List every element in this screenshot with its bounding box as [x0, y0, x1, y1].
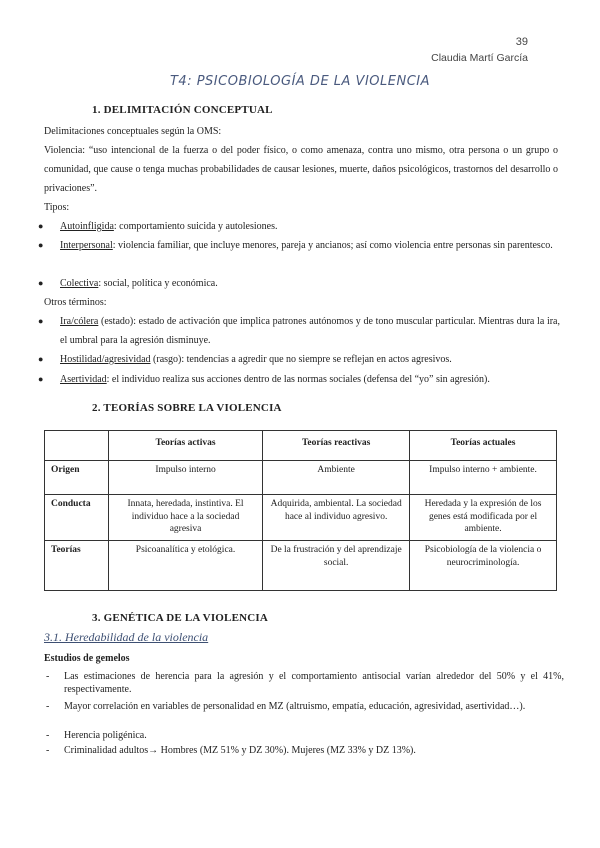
term: Autoinfligida: [60, 221, 114, 232]
table-row-header: Teorías: [45, 541, 109, 591]
term-description: : violencia familiar, que incluye menores, pareja y ancianos; así como violencia entre personas sin parentesco.: [112, 240, 553, 251]
table-cell: De la frustración y del aprendizaje social.: [263, 541, 410, 591]
author-name: Claudia Martí García: [431, 52, 528, 64]
list-item: [46, 671, 564, 696]
table-row: [45, 541, 557, 591]
page-title: T4: PSICOBIOLOGÍA DE LA VIOLENCIA: [169, 74, 431, 89]
list-item-text: Las estimaciones de herencia para la agresión y el comportamiento antisocial varían alrededor del 50% y el 41%, respectivamente.: [64, 671, 564, 695]
studies-label: Estudios de gemelos: [44, 653, 130, 664]
table-header-row: [45, 431, 557, 461]
page-number: 39: [515, 36, 528, 48]
dash-marker: -: [46, 671, 50, 682]
bullet-icon: ●: [38, 278, 44, 288]
table-cell: Impulso interno + ambiente.: [410, 461, 557, 495]
term-description: : comportamiento suicida y autolesiones.: [113, 221, 278, 232]
dash-marker: -: [46, 701, 50, 712]
table-row-header: Origen: [45, 461, 109, 495]
table-cell: Impulso interno: [108, 461, 262, 495]
table-row-header: Conducta: [45, 495, 109, 541]
list-item: [46, 701, 564, 714]
table-header-cell: Teorías reactivas: [263, 431, 410, 461]
table-cell: Psicoanalítica y etológica.: [108, 541, 262, 591]
list-item: [38, 274, 560, 293]
table-cell: Adquirida, ambiental. La sociedad hace al individuo agresivo.: [263, 495, 410, 541]
table-row: [45, 495, 557, 541]
term: Asertividad: [60, 374, 107, 385]
list-item: [46, 730, 564, 743]
other-terms-label: Otros términos:: [44, 297, 107, 308]
section-1-intro: Delimitaciones conceptuales según la OMS:: [44, 126, 222, 137]
term: Hostilidad/agresividad: [60, 354, 151, 365]
list-item: [38, 236, 560, 255]
violence-definition: Violencia: “uso intencional de la fuerza o del poder físico, o como amenaza, contra uno mismo, otra persona o un grupo o comunidad, que cause o tenga muchas probabilidades de causar lesiones, muerte, daños psicológicos, trastornos del desarrollo o privaciones”.: [44, 145, 558, 194]
table-cell: Heredada y la expresión de los genes está modificada por el ambiente.: [410, 495, 557, 541]
table-cell: Ambiente: [263, 461, 410, 495]
term-description: : el individuo realiza sus acciones dentro de las normas sociales (defensa del “yo” sin agresión).: [106, 374, 490, 385]
table-header-cell: Teorías actuales: [410, 431, 557, 461]
bullet-icon: ●: [38, 354, 44, 364]
table-header-cell: [45, 431, 109, 461]
bullet-icon: ●: [38, 240, 44, 250]
section-2-heading: 2. TEORÍAS SOBRE LA VIOLENCIA: [92, 402, 282, 414]
list-item: [46, 745, 564, 758]
table-row: [45, 461, 557, 495]
term-description: : social, política y económica.: [98, 278, 218, 289]
list-item: [38, 350, 560, 369]
table-cell: Psicobiología de la violencia o neurocriminología.: [410, 541, 557, 591]
term: Colectiva: [60, 278, 99, 289]
term-description: (estado): estado de activación que implica patrones autónomos y de tono muscular particular. Mientras dura la ira, el umbral para la agresión disminuye.: [60, 316, 560, 346]
term: Interpersonal: [60, 240, 113, 251]
list-item-text: Mayor correlación en variables de personalidad en MZ (altruismo, empatía, educación, agresividad, asertividad…).: [64, 701, 526, 712]
dash-marker: -: [46, 730, 50, 741]
term: Ira/cólera: [60, 316, 99, 327]
bullet-icon: ●: [38, 374, 44, 384]
list-item: [38, 312, 560, 350]
list-item-text: Herencia poligénica.: [64, 730, 147, 741]
types-label: Tipos:: [44, 202, 70, 213]
list-item: [38, 217, 560, 236]
table-cell: Innata, heredada, instintiva. El individuo hace a la sociedad agresiva: [108, 495, 262, 541]
list-item-text: Criminalidad adultos→ Hombres (MZ 51% y DZ 30%). Mujeres (MZ 33% y DZ 13%).: [64, 745, 416, 756]
section-3-heading: 3. GENÉTICA DE LA VIOLENCIA: [92, 612, 269, 624]
subsection-heading: 3.1. Heredabilidad de la violencia: [44, 630, 209, 644]
theories-table: [44, 430, 557, 591]
list-item: [38, 370, 560, 389]
table-header-cell: Teorías activas: [108, 431, 262, 461]
dash-marker: -: [46, 745, 50, 756]
term-description: (rasgo): tendencias a agredir que no siempre se reflejan en actos agresivos.: [150, 354, 452, 365]
section-1-heading: 1. DELIMITACIÓN CONCEPTUAL: [92, 104, 273, 116]
bullet-icon: ●: [38, 316, 44, 326]
bullet-icon: ●: [38, 221, 44, 231]
